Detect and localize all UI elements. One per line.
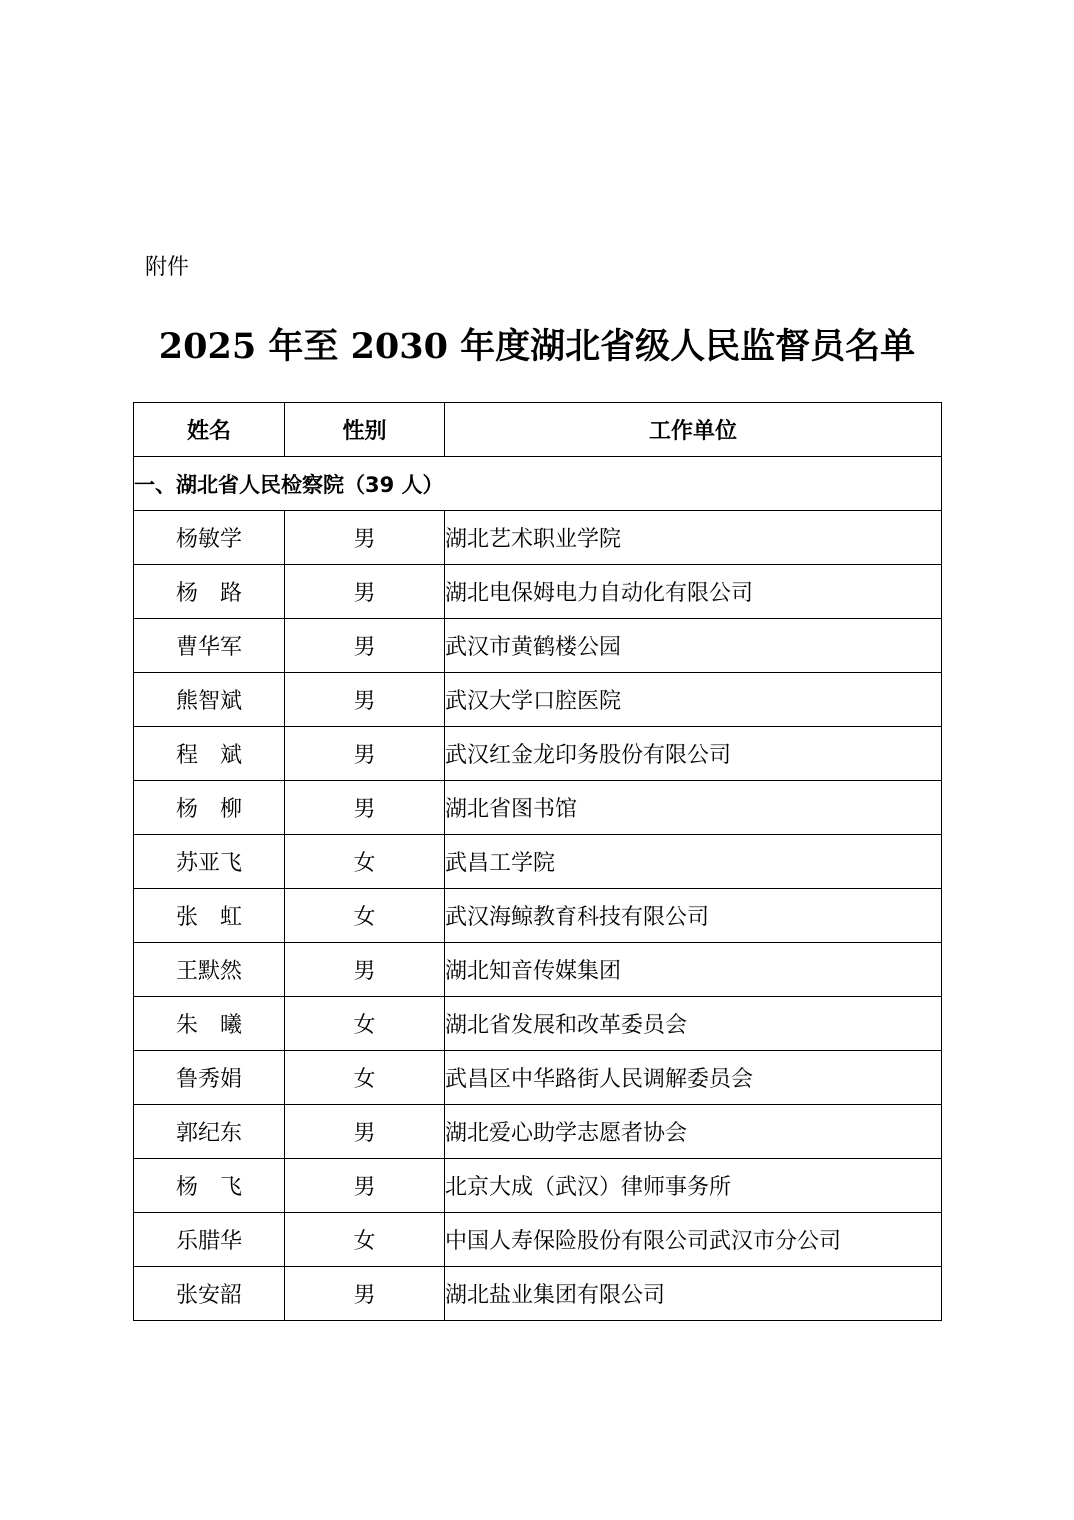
name-cell: 杨 柳 <box>134 781 285 835</box>
table-row <box>134 511 942 565</box>
gender-cell: 女 <box>285 1051 445 1105</box>
section-row <box>134 457 942 511</box>
table-row <box>134 1159 942 1213</box>
name-cell: 郭纪东 <box>134 1105 285 1159</box>
unit-cell: 湖北省图书馆 <box>445 781 942 835</box>
column-header-unit: 工作单位 <box>445 403 942 457</box>
table-row <box>134 673 942 727</box>
gender-cell: 女 <box>285 835 445 889</box>
unit-cell: 湖北省发展和改革委员会 <box>445 997 942 1051</box>
name-cell: 程 斌 <box>134 727 285 781</box>
name-cell: 张安韶 <box>134 1267 285 1321</box>
unit-cell: 湖北电保姆电力自动化有限公司 <box>445 565 942 619</box>
gender-cell: 女 <box>285 997 445 1051</box>
table-row <box>134 727 942 781</box>
column-header-gender: 性别 <box>285 403 445 457</box>
table-row <box>134 943 942 997</box>
unit-cell: 湖北盐业集团有限公司 <box>445 1267 942 1321</box>
table-row <box>134 1267 942 1321</box>
unit-cell: 武汉海鲸教育科技有限公司 <box>445 889 942 943</box>
unit-cell: 武汉红金龙印务股份有限公司 <box>445 727 942 781</box>
name-cell: 杨敏学 <box>134 511 285 565</box>
document-title: 2025 年至 2030 年度湖北省级人民监督员名单 <box>158 326 916 367</box>
table-row <box>134 835 942 889</box>
table-row <box>134 619 942 673</box>
name-cell: 王默然 <box>134 943 285 997</box>
gender-cell: 男 <box>285 511 445 565</box>
table-row <box>134 565 942 619</box>
name-cell: 朱 曦 <box>134 997 285 1051</box>
unit-cell: 中国人寿保险股份有限公司武汉市分公司 <box>445 1213 942 1267</box>
attachment-label: 附件 <box>145 255 190 280</box>
name-cell: 乐腊华 <box>134 1213 285 1267</box>
table-row <box>134 1105 942 1159</box>
gender-cell: 女 <box>285 1213 445 1267</box>
supervisor-roster-table <box>133 402 942 1321</box>
table-row <box>134 889 942 943</box>
name-cell: 杨 飞 <box>134 1159 285 1213</box>
column-header-name: 姓名 <box>134 403 285 457</box>
unit-cell: 湖北艺术职业学院 <box>445 511 942 565</box>
gender-cell: 男 <box>285 1105 445 1159</box>
table-row <box>134 997 942 1051</box>
name-cell: 曹华军 <box>134 619 285 673</box>
gender-cell: 男 <box>285 943 445 997</box>
table-row <box>134 1213 942 1267</box>
gender-cell: 男 <box>285 1159 445 1213</box>
gender-cell: 男 <box>285 619 445 673</box>
table-header-row <box>134 403 942 457</box>
unit-cell: 武昌工学院 <box>445 835 942 889</box>
table-row <box>134 1051 942 1105</box>
name-cell: 鲁秀娟 <box>134 1051 285 1105</box>
gender-cell: 女 <box>285 889 445 943</box>
section-heading: 一、湖北省人民检察院（39 人） <box>134 457 942 511</box>
name-cell: 苏亚飞 <box>134 835 285 889</box>
unit-cell: 湖北知音传媒集团 <box>445 943 942 997</box>
gender-cell: 男 <box>285 1267 445 1321</box>
gender-cell: 男 <box>285 673 445 727</box>
unit-cell: 武汉市黄鹤楼公园 <box>445 619 942 673</box>
name-cell: 熊智斌 <box>134 673 285 727</box>
table-row <box>134 781 942 835</box>
unit-cell: 武昌区中华路街人民调解委员会 <box>445 1051 942 1105</box>
unit-cell: 北京大成（武汉）律师事务所 <box>445 1159 942 1213</box>
unit-cell: 湖北爱心助学志愿者协会 <box>445 1105 942 1159</box>
gender-cell: 男 <box>285 727 445 781</box>
gender-cell: 男 <box>285 565 445 619</box>
name-cell: 杨 路 <box>134 565 285 619</box>
gender-cell: 男 <box>285 781 445 835</box>
name-cell: 张 虹 <box>134 889 285 943</box>
unit-cell: 武汉大学口腔医院 <box>445 673 942 727</box>
